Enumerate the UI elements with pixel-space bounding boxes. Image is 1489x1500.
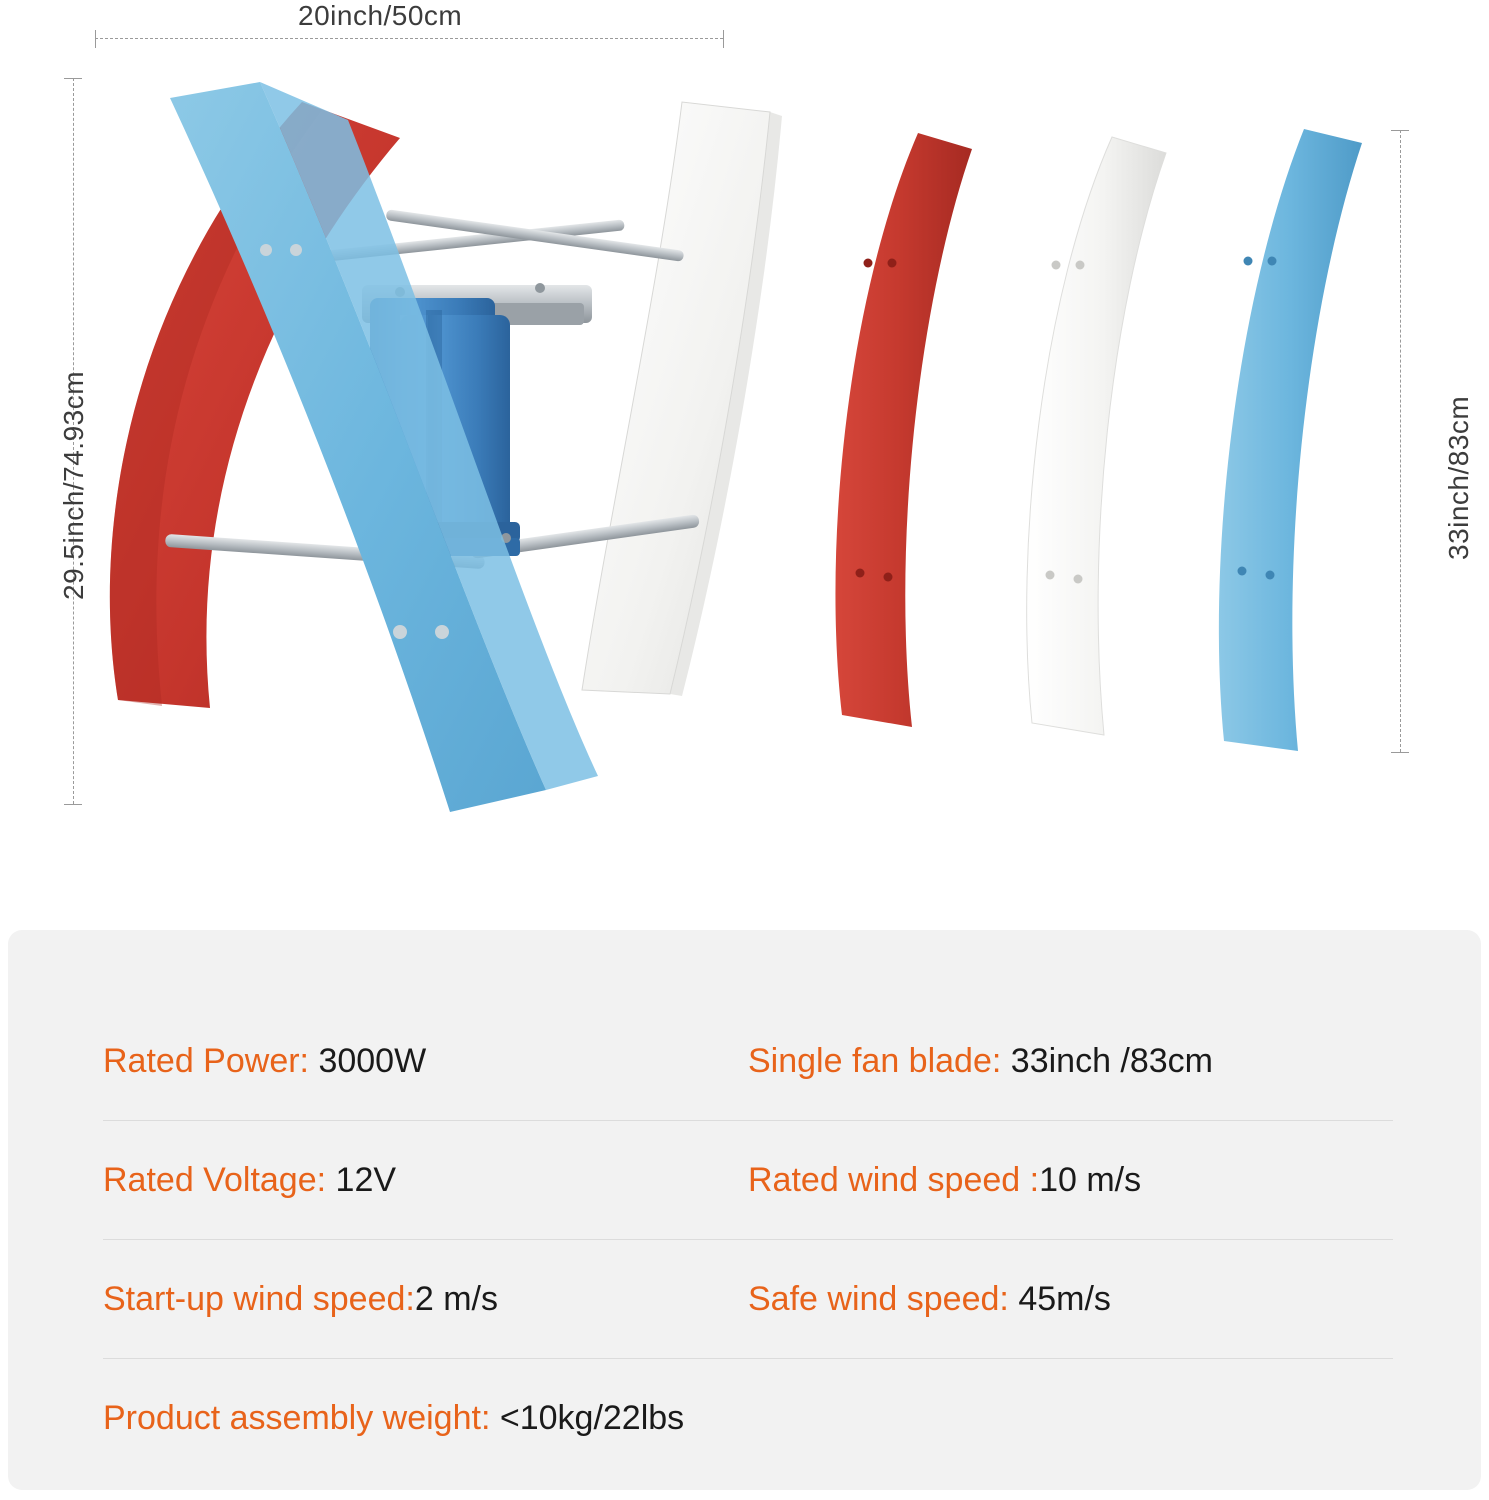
assembly-height-label: 29.5inch/74.93cm (58, 370, 89, 600)
table-row (103, 1121, 1393, 1240)
spec-safe-wind-speed (748, 1279, 1393, 1320)
spec-value: 10 m/s (1039, 1160, 1142, 1199)
spec-key: Rated wind speed (748, 1160, 1030, 1199)
spec-key: Single fan blade (748, 1041, 992, 1080)
assembly-width-tick-right (723, 30, 724, 48)
spec-key: Product assembly weight (103, 1398, 481, 1437)
table-row (103, 1240, 1393, 1359)
blade-white (1027, 137, 1166, 735)
spec-value: 45m/s (1018, 1279, 1111, 1318)
spec-key: Rated Voltage (103, 1160, 317, 1199)
spec-rated-voltage (103, 1160, 748, 1201)
blade-blue (1219, 129, 1362, 751)
assembly-width-dimension-line (95, 38, 723, 39)
spec-single-fan-blade (748, 1041, 1393, 1082)
spec-value: <10kg/22lbs (499, 1398, 685, 1437)
specifications-table (103, 1002, 1393, 1477)
assembly-width-label: 20inch/50cm (298, 0, 463, 31)
spec-sep: : (316, 1160, 336, 1199)
spec-rated-wind-speed (748, 1160, 1393, 1201)
spec-value: 12V (335, 1160, 397, 1199)
spec-sep: : (1029, 1160, 1040, 1199)
separate-blades-graphic (800, 115, 1420, 765)
assembly-width-tick-left (95, 30, 96, 48)
spec-startup-wind-speed (103, 1279, 748, 1320)
spec-value: 2 m/s (414, 1279, 498, 1318)
spec-key: Start-up wind speed (103, 1279, 406, 1318)
table-row (103, 1359, 1393, 1477)
blade-red (835, 133, 972, 727)
turbine-assembly-graphic (70, 60, 830, 860)
spec-sep: : (991, 1041, 1011, 1080)
table-row (103, 1002, 1393, 1121)
spec-sep: : (999, 1279, 1019, 1318)
spec-key: Rated Power (103, 1041, 300, 1080)
specifications-panel (8, 930, 1481, 1490)
spec-product-assembly-weight (103, 1398, 748, 1439)
spec-value: 3000W (318, 1041, 427, 1080)
spec-sep: : (405, 1279, 415, 1318)
spec-value: 33inch /83cm (1010, 1041, 1214, 1080)
spec-key: Safe wind speed (748, 1279, 1000, 1318)
spec-rated-power (103, 1041, 748, 1082)
blade-height-label: 33inch/83cm (1443, 395, 1474, 560)
spec-sep: : (299, 1041, 319, 1080)
spec-sep: : (480, 1398, 500, 1437)
